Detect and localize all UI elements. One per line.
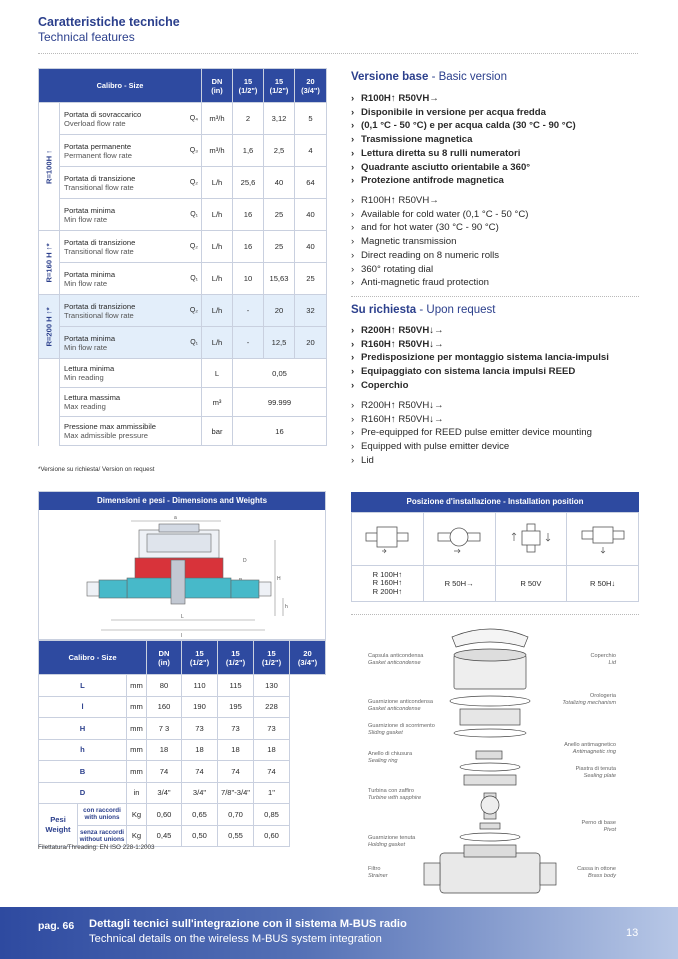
unit: m³/h: [202, 135, 233, 167]
symbol: Q₁: [183, 327, 201, 359]
value-cell: 99.999: [233, 388, 327, 417]
col-head: 15 (1/2"): [233, 69, 264, 103]
value-cell: 3/4": [182, 782, 218, 804]
footer-title-en: Technical details on the wireless M-BUS system integration: [89, 933, 382, 945]
page-title: Caratteristiche tecniche: [38, 15, 180, 29]
value-cell: 80: [147, 675, 182, 697]
value-cell: 3,12: [264, 103, 295, 135]
value-cell: 16: [233, 199, 264, 231]
row-label: Portata di transizione Transitional flow rate: [60, 167, 184, 199]
unit: bar: [202, 417, 233, 446]
install-icon-down: [567, 513, 639, 566]
upon-request-title: Su richiesta - Upon request: [351, 304, 496, 316]
value-cell: 73: [182, 718, 218, 740]
row-label: Lettura minima Min reading: [60, 359, 202, 388]
symbol: Q₁: [183, 263, 201, 295]
feature-item: › Quadrante asciutto orientabile a 360°: [351, 161, 576, 175]
install-icon-vertical: [495, 513, 567, 566]
part-label: Guarnizione tenuta Holding gasket: [368, 835, 416, 848]
feature-item: › R100H↑ R50VH→: [351, 194, 528, 208]
value-cell: 20: [295, 327, 327, 359]
label-a: a: [174, 515, 177, 521]
feature-item: › R160H↑ R50VH↓→: [351, 338, 609, 352]
dim-row: [39, 782, 326, 804]
unit: mm: [127, 718, 147, 740]
row-label: Portata di transizione Transitional flow rate: [60, 295, 184, 327]
feature-item: › R100H↑ R50VH→: [351, 92, 576, 106]
install-label: R 100H↑ R 160H↑ R 200H↑: [352, 566, 424, 602]
value-cell: 228: [254, 696, 290, 718]
part-label: Orologeria Totalizing mechanism: [562, 693, 616, 706]
value-cell: -: [233, 327, 264, 359]
tech-row: [39, 103, 327, 135]
unit: Kg: [127, 804, 147, 826]
value-cell: 40: [295, 231, 327, 263]
value-cell: 15,63: [264, 263, 295, 295]
footer-page-ref: pag. 66: [38, 920, 75, 932]
basic-features-it: [351, 92, 576, 188]
dim-row: [39, 761, 326, 783]
value-cell: 7 3: [147, 718, 182, 740]
value-cell: 16: [233, 417, 327, 446]
install-icon-side: [423, 513, 495, 566]
value-cell: 0,60: [254, 825, 290, 847]
symbol: Q₄: [183, 103, 201, 135]
threading-note: Filettatura/Threading: EN ISO 228-1:2003: [38, 844, 155, 851]
tech-row: [39, 359, 327, 388]
symbol: Q₂: [183, 231, 201, 263]
tech-features-table: [38, 68, 327, 446]
weight-sub-label: con raccordi with unions: [78, 804, 127, 826]
value-cell: 115: [218, 675, 254, 697]
unit: m³/h: [202, 103, 233, 135]
value-cell: 16: [233, 231, 264, 263]
value-cell: 0,85: [254, 804, 290, 826]
row-label: Portata di transizione Transitional flow rate: [60, 231, 184, 263]
value-cell: 64: [295, 167, 327, 199]
unit: L/h: [202, 231, 233, 263]
dim-row: [39, 718, 326, 740]
install-label: R 50H↓: [567, 566, 639, 602]
tech-row: [39, 388, 327, 417]
value-cell: 25: [264, 199, 295, 231]
meter-vertical-icon: [506, 521, 556, 555]
weight-label: Pesi Weight: [39, 804, 78, 847]
feature-item: › Pre-equipped for REED pulse emitter device mounting: [351, 426, 592, 440]
unit: mm: [127, 696, 147, 718]
value-cell: 160: [147, 696, 182, 718]
unit: m³: [202, 388, 233, 417]
divider: [351, 296, 639, 297]
feature-item: › Equipaggiato con sistema lancia impulsi REED: [351, 365, 609, 379]
feature-item: › R160H↑ R50VH↓→: [351, 413, 592, 427]
spacer: [39, 417, 60, 446]
group-label: R=200 H ↑*: [39, 295, 60, 359]
part-label: Filtro Strainer: [368, 866, 388, 879]
tech-row: [39, 135, 327, 167]
dim-row: [39, 739, 326, 761]
request-features-en: [351, 399, 592, 468]
dim-col-head: 15 (1/2"): [182, 641, 218, 675]
caliber-header: Calibro - Size: [39, 69, 202, 103]
dim-col-head: DN (in): [147, 641, 182, 675]
install-icon-horizontal: [352, 513, 424, 566]
part-label: Turbina con zaffiro Turbine with sapphire: [368, 788, 422, 801]
feature-item: › Magnetic transmission: [351, 235, 528, 249]
tech-row: [39, 327, 327, 359]
value-cell: 20: [264, 295, 295, 327]
value-cell: 12,5: [264, 327, 295, 359]
install-table: [351, 512, 639, 602]
part-label: Capsula anticondensa Gasket anticondense: [368, 653, 424, 666]
symbol: Q₂: [183, 295, 201, 327]
feature-item: › and for hot water (30 °C - 90 °C): [351, 221, 528, 235]
dimensions-panel: [38, 491, 326, 640]
dimensions-title: Dimensioni e pesi - Dimensions and Weights: [39, 492, 325, 510]
dim-label: h: [39, 739, 127, 761]
meter-head: [139, 524, 219, 558]
unit: mm: [127, 739, 147, 761]
tech-row: [39, 199, 327, 231]
part-label: Anello di chiusura Sealing ring: [368, 751, 413, 764]
meter-drawing: [39, 510, 325, 639]
value-cell: 18: [147, 739, 182, 761]
value-cell: 18: [254, 739, 290, 761]
value-cell: 73: [218, 718, 254, 740]
install-label: R 50H→: [423, 566, 495, 602]
value-cell: 110: [182, 675, 218, 697]
value-cell: 74: [254, 761, 290, 783]
value-cell: 40: [264, 167, 295, 199]
value-cell: 0,50: [182, 825, 218, 847]
value-cell: 4: [295, 135, 327, 167]
label-d: D: [243, 558, 247, 564]
meter-side-icon: [434, 521, 484, 555]
basic-version-title: Versione base - Basic version: [351, 71, 507, 83]
dim-col-head: 15 (1/2"): [218, 641, 254, 675]
label-h-small: h: [285, 604, 288, 610]
row-label: Portata di sovraccarico Overload flow rate: [60, 103, 184, 135]
label-h-large: H: [277, 576, 281, 582]
unit: L/h: [202, 199, 233, 231]
value-cell: 73: [254, 718, 290, 740]
value-cell: -: [233, 295, 264, 327]
value-cell: 0,45: [147, 825, 182, 847]
value-cell: 10: [233, 263, 264, 295]
symbol: Q₁: [183, 199, 201, 231]
value-cell: 74: [218, 761, 254, 783]
feature-item: › Direct reading on 8 numeric rolls: [351, 249, 528, 263]
part-label: Piastra di tenuta Sealing plate: [575, 766, 616, 779]
dim-row: [39, 696, 326, 718]
row-label: Portata permanente Permanent flow rate: [60, 135, 184, 167]
value-cell: 7/8"-3/4": [218, 782, 254, 804]
row-label: Portata minima Min flow rate: [60, 263, 184, 295]
part-label: Guarnizione anticondensa Gasket anticondense: [368, 699, 433, 712]
dimensions-table: [38, 640, 326, 847]
group-label: R=100H ↑: [39, 103, 60, 231]
value-cell: 0,65: [182, 804, 218, 826]
value-cell: 25: [264, 231, 295, 263]
part-label: Anello antimagnetico Antimagnetic ring: [564, 742, 616, 755]
row-label: Portata minima Min flow rate: [60, 199, 184, 231]
value-cell: 74: [147, 761, 182, 783]
feature-item: › Disponibile in versione per acqua fredda: [351, 106, 576, 120]
weight-sub-label: senza raccordi without unions: [78, 825, 127, 847]
value-cell: 25: [295, 263, 327, 295]
value-cell: 0,70: [218, 804, 254, 826]
unit: mm: [127, 675, 147, 697]
value-cell: 2,5: [264, 135, 295, 167]
feature-item: › Protezione antifrode magnetica: [351, 174, 576, 188]
value-cell: 1": [254, 782, 290, 804]
tech-row: [39, 167, 327, 199]
unit: mm: [127, 761, 147, 783]
value-cell: 25,6: [233, 167, 264, 199]
dim-row: [39, 675, 326, 697]
feature-item: › Equipped with pulse emitter device: [351, 440, 592, 454]
value-cell: 40: [295, 199, 327, 231]
row-label: Pressione max ammissibile Max admissible pressure: [60, 417, 202, 446]
value-cell: 2: [233, 103, 264, 135]
col-head: DN (in): [202, 69, 233, 103]
install-title: Posizione d'installazione - Installation position: [351, 492, 639, 512]
part-label: Cassa in ottone Brass body: [577, 866, 616, 879]
feature-item: › R200H↑ R50VH↓→: [351, 324, 609, 338]
symbol: Q₃: [183, 135, 201, 167]
feature-item: › Anti-magnetic fraud protection: [351, 276, 528, 290]
spacer: [39, 359, 60, 388]
part-label: Perno di base Pivot: [581, 820, 616, 833]
tech-row: [39, 295, 327, 327]
divider: [38, 53, 638, 54]
unit: L/h: [202, 295, 233, 327]
feature-item: › Coperchio: [351, 379, 609, 393]
install-label: R 50V: [495, 566, 567, 602]
footer-title-it: Dettagli tecnici sull'integrazione con il sistema M-BUS radio: [89, 918, 407, 930]
dim-label: H: [39, 718, 127, 740]
value-cell: 190: [182, 696, 218, 718]
label-l-large: L: [181, 614, 184, 620]
unit: L: [202, 359, 233, 388]
value-cell: 0,05: [233, 359, 327, 388]
exploded-view-drawing: [420, 625, 560, 905]
symbol: Q₂: [183, 167, 201, 199]
feature-item: › Predisposizione per montaggio sistema lancia-impulsi: [351, 351, 609, 365]
request-features-it: [351, 324, 609, 393]
feature-item: › Available for cold water (0,1 °C - 50 °C): [351, 208, 528, 222]
dim-label: l: [39, 696, 127, 718]
unit: L/h: [202, 327, 233, 359]
value-cell: 130: [254, 675, 290, 697]
feature-item: › Lettura diretta su 8 rulli numeratori: [351, 147, 576, 161]
version-note: *Versione su richiesta/ Version on request: [38, 466, 155, 473]
basic-features-en: [351, 194, 528, 290]
spacer: [39, 388, 60, 417]
label-l-small: l: [181, 633, 183, 639]
divider: [351, 614, 639, 615]
value-cell: 74: [182, 761, 218, 783]
dim-label: B: [39, 761, 127, 783]
value-cell: 0,60: [147, 804, 182, 826]
col-head: 20 (3/4"): [295, 69, 327, 103]
page-subtitle: Technical features: [38, 30, 135, 44]
value-cell: 5: [295, 103, 327, 135]
meter-down-icon: [578, 521, 628, 555]
value-cell: 0,55: [218, 825, 254, 847]
unit: L/h: [202, 167, 233, 199]
unit: in: [127, 782, 147, 804]
unit: Kg: [127, 825, 147, 847]
value-cell: 18: [218, 739, 254, 761]
tech-row: [39, 263, 327, 295]
dim-caliber-header: Calibro - Size: [39, 641, 147, 675]
col-head: 15 (1/2"): [264, 69, 295, 103]
tech-row: [39, 417, 327, 446]
feature-item: › Lid: [351, 454, 592, 468]
value-cell: 195: [218, 696, 254, 718]
meter-horizontal-icon: [362, 521, 412, 555]
value-cell: 1,6: [233, 135, 264, 167]
dim-col-head: 20 (3/4"): [290, 641, 326, 675]
value-cell: 32: [295, 295, 327, 327]
feature-item: › R200H↑ R50VH↓→: [351, 399, 592, 413]
dim-label: D: [39, 782, 127, 804]
group-label: R=160 H ↑*: [39, 231, 60, 295]
dim-label: L: [39, 675, 127, 697]
row-label: Portata minima Min flow rate: [60, 327, 184, 359]
page-number: 13: [626, 927, 639, 939]
part-label: Guarnizione di scorrimento Sliding gasket: [368, 723, 435, 736]
tech-row: [39, 231, 327, 263]
value-cell: 18: [182, 739, 218, 761]
value-cell: 3/4": [147, 782, 182, 804]
row-label: Lettura massima Max reading: [60, 388, 202, 417]
unit: L/h: [202, 263, 233, 295]
feature-item: › 360° rotating dial: [351, 263, 528, 277]
feature-item: › (0,1 °C - 50 °C) e per acqua calda (30 °C - 90 °C): [351, 119, 576, 133]
dim-col-head: 15 (1/2"): [254, 641, 290, 675]
part-label: Coperchio Lid: [590, 653, 616, 666]
meter-body: [87, 558, 271, 604]
dim-row: [39, 804, 326, 826]
feature-item: › Trasmissione magnetica: [351, 133, 576, 147]
